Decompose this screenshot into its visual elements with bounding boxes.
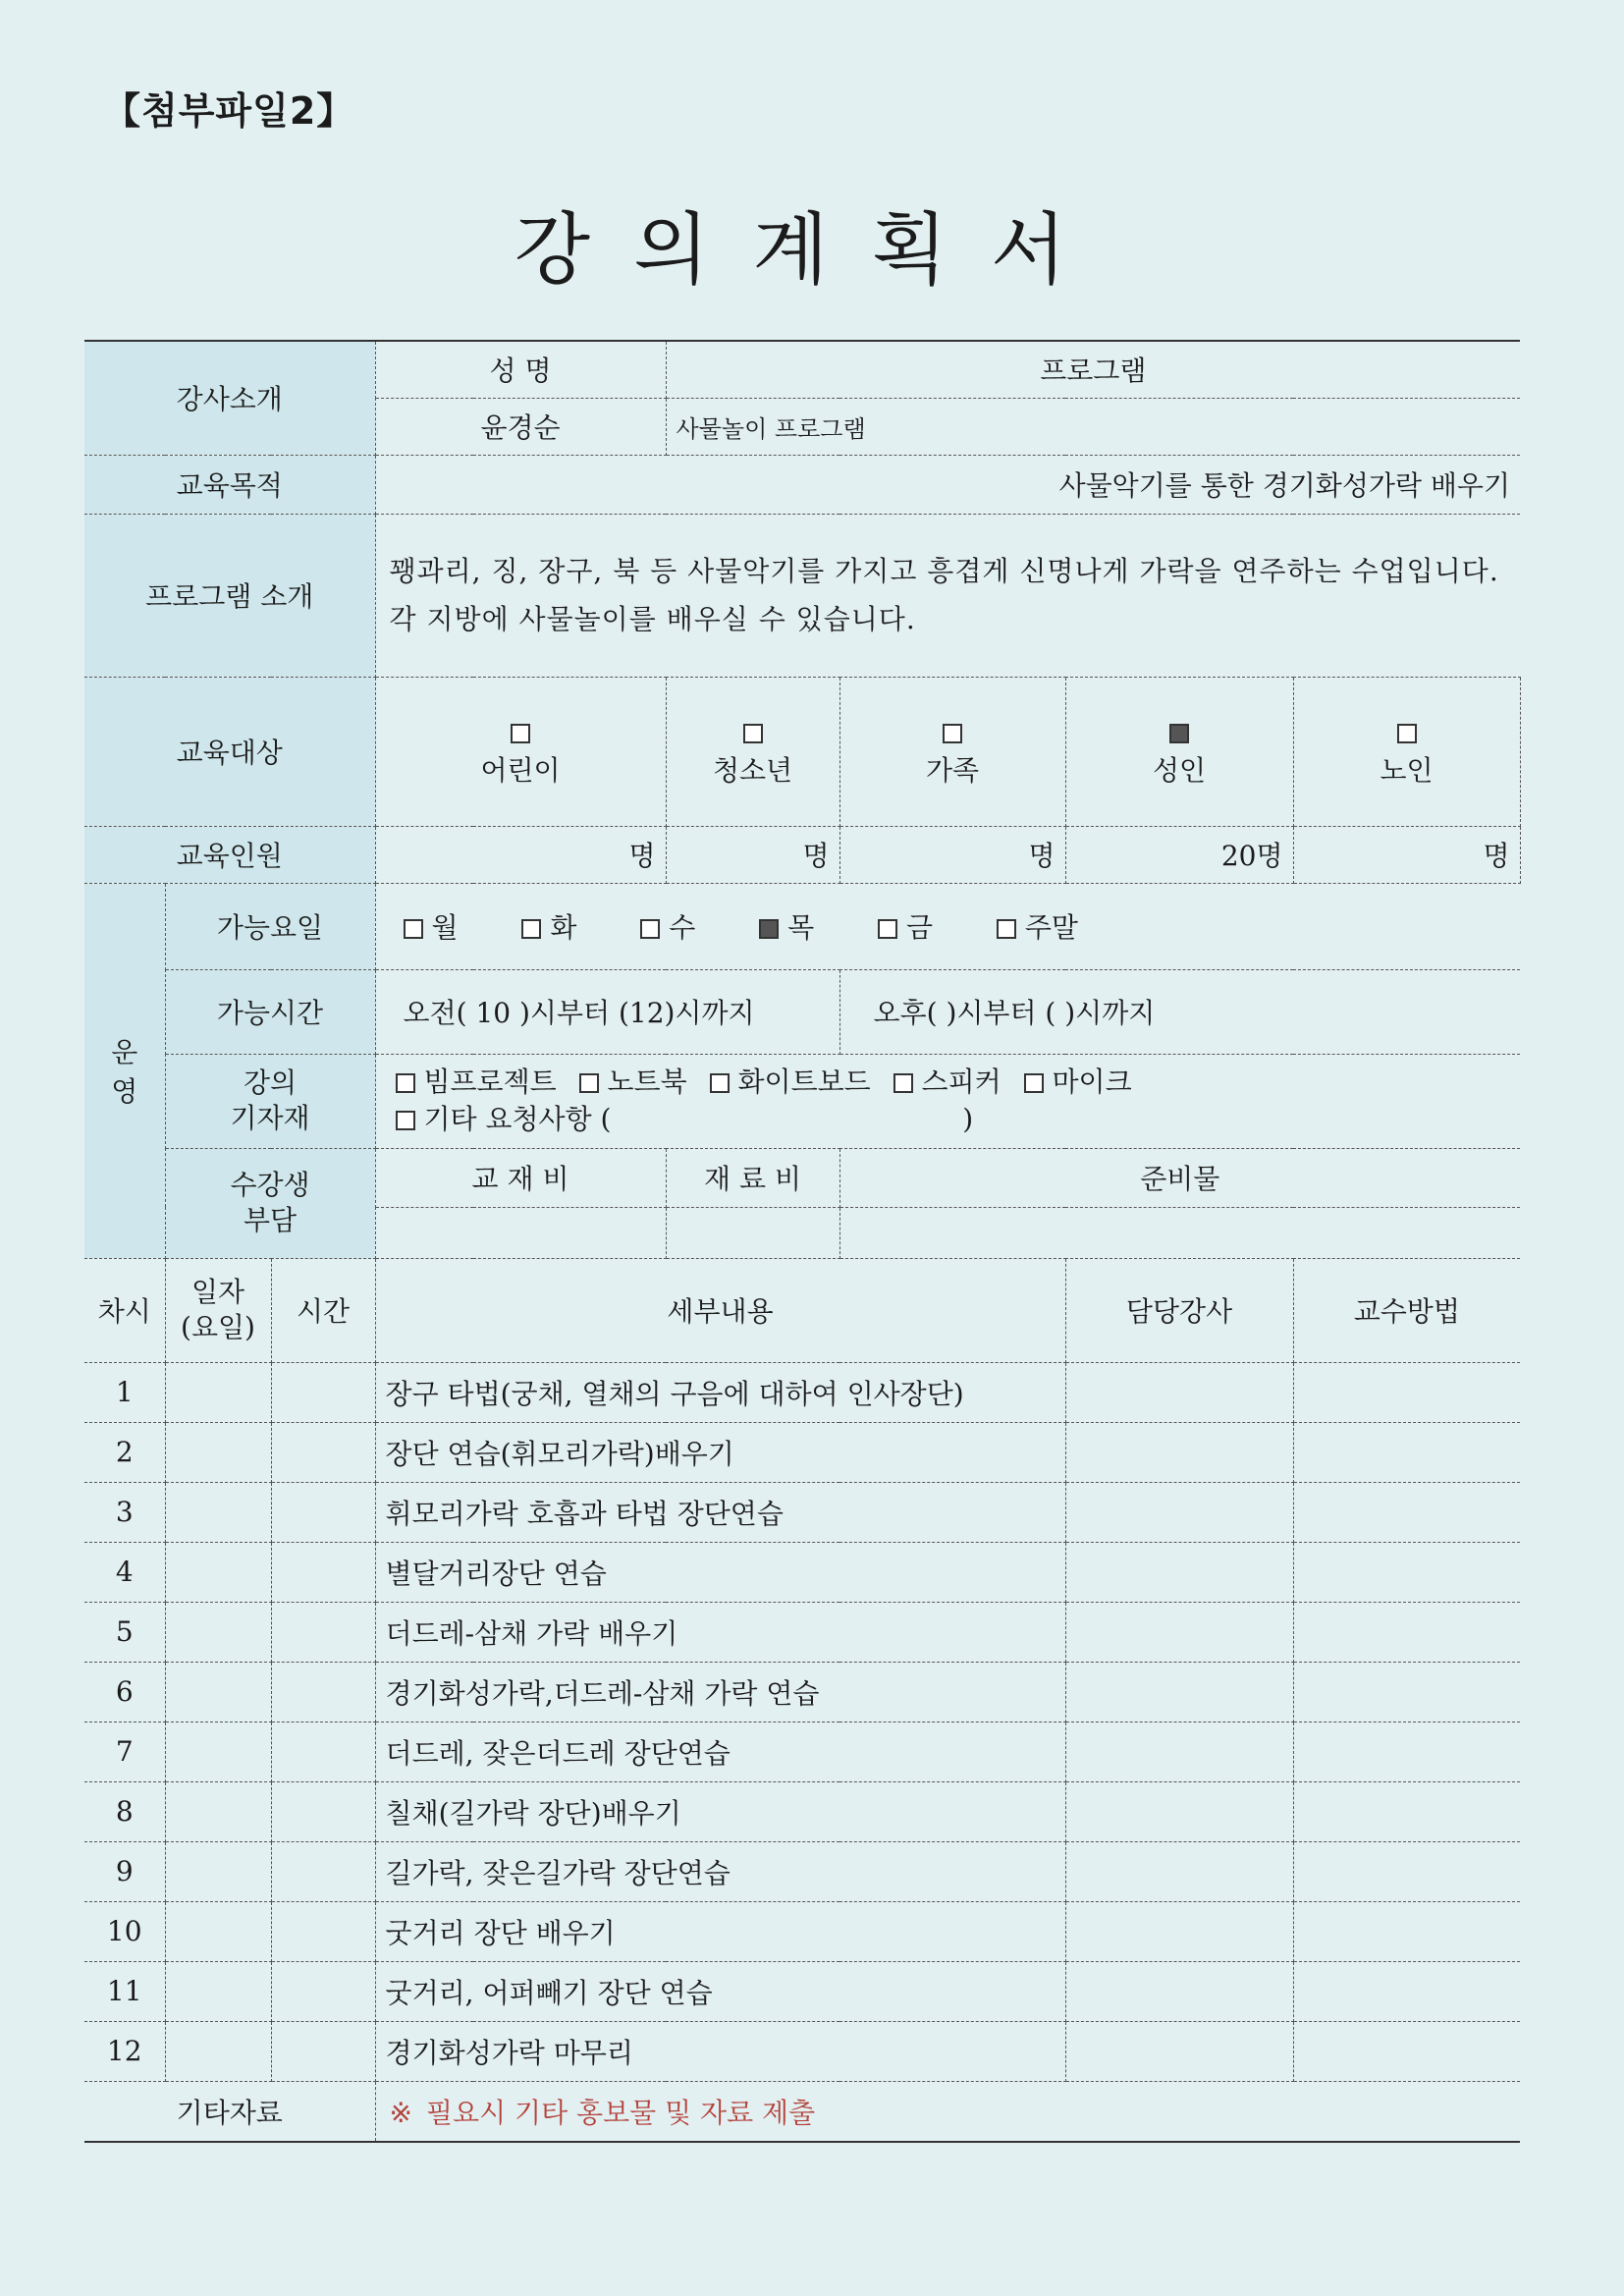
time-pm: 오후( )시부터 ( )시까지 bbox=[839, 969, 1520, 1054]
time-am: 오전( 10 )시부터 (12)시까지 bbox=[375, 969, 839, 1054]
details-cell: 굿거리 장단 배우기 bbox=[375, 1901, 1065, 1961]
textbook-value[interactable] bbox=[375, 1207, 666, 1258]
details-cell: 장구 타법(궁채, 열채의 구음에 대하여 인사장단) bbox=[375, 1362, 1065, 1422]
details-cell: 길가락, 잦은길가락 장단연습 bbox=[375, 1841, 1065, 1901]
operation-label: 운 영 bbox=[84, 883, 165, 1258]
name-header: 성 명 bbox=[375, 341, 666, 398]
equip-other-label: 기타 요청사항 ( bbox=[423, 1103, 612, 1135]
checkbox-icon[interactable] bbox=[997, 919, 1016, 939]
session-number: 6 bbox=[84, 1662, 165, 1722]
checkbox-icon[interactable] bbox=[1024, 1073, 1044, 1093]
session-number: 5 bbox=[84, 1602, 165, 1662]
intro-label: 프로그램 소개 bbox=[84, 514, 375, 677]
headcount-family: 명 bbox=[839, 826, 1065, 883]
day-name: 주말 bbox=[1024, 911, 1078, 944]
target-child[interactable] bbox=[375, 677, 666, 826]
equip-name: 마이크 bbox=[1052, 1066, 1132, 1099]
method-cell[interactable] bbox=[1293, 1662, 1520, 1722]
program-name: 사물놀이 프로그램 bbox=[666, 398, 1520, 455]
table-row bbox=[84, 1362, 1520, 1422]
target-senior[interactable] bbox=[1293, 677, 1520, 826]
day-name: 수 bbox=[669, 911, 696, 944]
table-row bbox=[84, 1722, 1520, 1781]
attachment-label: 【첨부파일2】 bbox=[103, 89, 355, 133]
equip-speaker[interactable] bbox=[893, 1066, 1001, 1098]
target-name: 노인 bbox=[1380, 754, 1434, 787]
instructor-cell[interactable] bbox=[1065, 1662, 1293, 1722]
instructor-cell[interactable] bbox=[1065, 1961, 1293, 2021]
method-cell[interactable] bbox=[1293, 2021, 1520, 2081]
checkbox-icon[interactable] bbox=[521, 919, 541, 939]
time-cell[interactable] bbox=[271, 1901, 375, 1961]
session-number: 7 bbox=[84, 1722, 165, 1781]
checkbox-icon[interactable] bbox=[878, 919, 897, 939]
headcount-label: 교육인원 bbox=[84, 826, 375, 883]
checkbox-icon[interactable] bbox=[396, 1073, 415, 1093]
lecture-plan-form bbox=[84, 340, 1520, 2143]
headcount-youth: 명 bbox=[666, 826, 839, 883]
time-cell[interactable] bbox=[271, 1482, 375, 1542]
table-row bbox=[84, 1662, 1520, 1722]
session-number: 2 bbox=[84, 1422, 165, 1482]
date-cell[interactable] bbox=[165, 1961, 271, 2021]
time-cell[interactable] bbox=[271, 1781, 375, 1841]
checkbox-icon[interactable] bbox=[404, 919, 423, 939]
equip-laptop[interactable] bbox=[579, 1066, 687, 1098]
checkbox-icon[interactable] bbox=[743, 724, 763, 743]
table-row bbox=[84, 1602, 1520, 1662]
date-cell[interactable] bbox=[165, 1362, 271, 1422]
instructor-cell[interactable] bbox=[1065, 1901, 1293, 1961]
other-note-text: 필요시 기타 홍보물 및 자료 제출 bbox=[426, 2096, 816, 2129]
method-cell[interactable] bbox=[1293, 1362, 1520, 1422]
instructor-cell[interactable] bbox=[1065, 2021, 1293, 2081]
time-cell[interactable] bbox=[271, 1722, 375, 1781]
equip-whiteboard[interactable] bbox=[710, 1066, 871, 1098]
equip-name: 화이트보드 bbox=[737, 1066, 871, 1099]
target-name: 성인 bbox=[1152, 754, 1207, 787]
checkbox-icon[interactable] bbox=[943, 724, 962, 743]
checkbox-icon[interactable] bbox=[511, 724, 530, 743]
target-name: 가족 bbox=[925, 754, 980, 787]
headcount-adult: 20명 bbox=[1065, 826, 1293, 883]
time-cell[interactable] bbox=[271, 1422, 375, 1482]
instructor-cell[interactable] bbox=[1065, 1362, 1293, 1422]
date-cell[interactable] bbox=[165, 1722, 271, 1781]
equipment-label bbox=[165, 1054, 375, 1148]
date-header bbox=[165, 1258, 271, 1362]
other-label: 기타자료 bbox=[84, 2081, 375, 2142]
target-adult[interactable] bbox=[1065, 677, 1293, 826]
details-cell: 칠채(길가락 장단)배우기 bbox=[375, 1781, 1065, 1841]
target-youth[interactable] bbox=[666, 677, 839, 826]
intro-text: 꽹과리, 징, 장구, 북 등 사물악기를 가지고 흥겹게 신명나게 가락을 연주하는 수업입니다. 각 지방에 사물놀이를 배우실 수 있습니다. bbox=[375, 514, 1520, 677]
details-cell: 더드레-삼채 가락 배우기 bbox=[375, 1602, 1065, 1662]
other-note bbox=[375, 2081, 1520, 2142]
target-name: 어린이 bbox=[480, 754, 561, 787]
details-cell: 별달거리장단 연습 bbox=[375, 1542, 1065, 1602]
date-cell[interactable] bbox=[165, 1482, 271, 1542]
date-cell[interactable] bbox=[165, 1781, 271, 1841]
instructor-cell[interactable] bbox=[1065, 1781, 1293, 1841]
session-number: 3 bbox=[84, 1482, 165, 1542]
date-cell[interactable] bbox=[165, 2021, 271, 2081]
checkbox-checked-icon[interactable] bbox=[1169, 724, 1189, 743]
date-header-line2: (요일) bbox=[181, 1311, 255, 1343]
materials-value[interactable] bbox=[666, 1207, 839, 1258]
supplies-value[interactable] bbox=[839, 1207, 1520, 1258]
session-number: 4 bbox=[84, 1542, 165, 1602]
target-name: 청소년 bbox=[712, 754, 793, 787]
instructor-cell[interactable] bbox=[1065, 1482, 1293, 1542]
equip-name: 빔프로젝트 bbox=[423, 1066, 557, 1099]
details-cell: 장단 연습(휘모리가락)배우기 bbox=[375, 1422, 1065, 1482]
session-number: 10 bbox=[84, 1901, 165, 1961]
day-fri[interactable] bbox=[878, 906, 933, 946]
time-cell[interactable] bbox=[271, 1662, 375, 1722]
date-header-line1: 일자 bbox=[190, 1275, 245, 1308]
method-cell[interactable] bbox=[1293, 1781, 1520, 1841]
table-row bbox=[84, 1781, 1520, 1841]
session-header: 차시 bbox=[84, 1258, 165, 1362]
equip-mic[interactable] bbox=[1024, 1066, 1132, 1098]
method-cell[interactable] bbox=[1293, 1901, 1520, 1961]
instructor-name: 윤경순 bbox=[375, 398, 666, 455]
day-name: 금 bbox=[905, 911, 933, 944]
date-cell[interactable] bbox=[165, 1662, 271, 1722]
table-row bbox=[84, 1841, 1520, 1901]
equipment-options bbox=[375, 1054, 1520, 1148]
day-weekend[interactable] bbox=[997, 906, 1078, 946]
instructor-label: 강사소개 bbox=[84, 341, 375, 455]
method-cell[interactable] bbox=[1293, 1542, 1520, 1602]
textbook-header: 교 재 비 bbox=[375, 1148, 666, 1207]
instructor-cell[interactable] bbox=[1065, 1841, 1293, 1901]
days-label: 가능요일 bbox=[165, 883, 375, 969]
method-cell[interactable] bbox=[1293, 1722, 1520, 1781]
program-header: 프로그램 bbox=[666, 341, 1520, 398]
method-header: 교수방법 bbox=[1293, 1258, 1520, 1362]
time-label: 가능시간 bbox=[165, 969, 375, 1054]
date-cell[interactable] bbox=[165, 1841, 271, 1901]
method-cell[interactable] bbox=[1293, 1602, 1520, 1662]
time-cell[interactable] bbox=[271, 1362, 375, 1422]
time-cell[interactable] bbox=[271, 1961, 375, 2021]
note-mark-icon: ※ bbox=[389, 2096, 412, 2129]
details-cell: 굿거리, 어퍼빼기 장단 연습 bbox=[375, 1961, 1065, 2021]
page-title: 강의계획서 bbox=[514, 204, 1110, 296]
method-cell[interactable] bbox=[1293, 1482, 1520, 1542]
session-number: 1 bbox=[84, 1362, 165, 1422]
headcount-senior: 명 bbox=[1293, 826, 1520, 883]
goal-value: 사물악기를 통한 경기화성가락 배우기 bbox=[375, 455, 1520, 514]
day-name: 목 bbox=[787, 911, 815, 944]
table-row bbox=[84, 1542, 1520, 1602]
table-row bbox=[84, 1482, 1520, 1542]
day-name: 월 bbox=[431, 911, 459, 944]
date-cell[interactable] bbox=[165, 1901, 271, 1961]
supplies-header: 준비물 bbox=[839, 1148, 1520, 1207]
date-cell[interactable] bbox=[165, 1422, 271, 1482]
checkbox-checked-icon[interactable] bbox=[759, 919, 779, 939]
instructor-cell[interactable] bbox=[1065, 1602, 1293, 1662]
day-name: 화 bbox=[550, 911, 577, 944]
instructor-cell[interactable] bbox=[1065, 1542, 1293, 1602]
time-cell[interactable] bbox=[271, 2021, 375, 2081]
equip-name: 스피커 bbox=[921, 1066, 1001, 1099]
equip-projector[interactable] bbox=[396, 1066, 557, 1098]
details-cell: 경기화성가락,더드레-삼채 가락 연습 bbox=[375, 1662, 1065, 1722]
checkbox-icon[interactable] bbox=[640, 919, 660, 939]
table-row bbox=[84, 1901, 1520, 1961]
day-tue[interactable] bbox=[521, 906, 576, 946]
date-cell[interactable] bbox=[165, 1542, 271, 1602]
method-cell[interactable] bbox=[1293, 1841, 1520, 1901]
days-options bbox=[375, 883, 1520, 969]
details-header: 세부내용 bbox=[375, 1258, 1065, 1362]
session-number: 8 bbox=[84, 1781, 165, 1841]
time-cell[interactable] bbox=[271, 1841, 375, 1901]
day-thu[interactable] bbox=[759, 906, 814, 946]
method-cell[interactable] bbox=[1293, 1961, 1520, 2021]
day-wed[interactable] bbox=[640, 906, 695, 946]
time-cell[interactable] bbox=[271, 1602, 375, 1662]
checkbox-icon[interactable] bbox=[893, 1073, 913, 1093]
student-burden-label bbox=[165, 1148, 375, 1258]
equipment-label-line2: 기자재 bbox=[230, 1102, 310, 1134]
equipment-label-line1: 강의 bbox=[243, 1066, 298, 1099]
instructor-cell[interactable] bbox=[1065, 1422, 1293, 1482]
checkbox-icon[interactable] bbox=[1397, 724, 1417, 743]
table-row bbox=[84, 1961, 1520, 2021]
method-cell[interactable] bbox=[1293, 1422, 1520, 1482]
session-number: 12 bbox=[84, 2021, 165, 2081]
student-label-line2: 부담 bbox=[243, 1204, 298, 1236]
details-cell: 경기화성가락 마무리 bbox=[375, 2021, 1065, 2081]
target-family[interactable] bbox=[839, 677, 1065, 826]
session-number: 11 bbox=[84, 1961, 165, 2021]
time-cell[interactable] bbox=[271, 1542, 375, 1602]
day-mon[interactable] bbox=[404, 906, 459, 946]
materials-header: 재 료 비 bbox=[666, 1148, 839, 1207]
student-label-line1: 수강생 bbox=[230, 1168, 310, 1201]
time-header: 시간 bbox=[271, 1258, 375, 1362]
table-row bbox=[84, 2021, 1520, 2081]
date-cell[interactable] bbox=[165, 1602, 271, 1662]
equip-name: 노트북 bbox=[607, 1066, 687, 1099]
instructor-cell[interactable] bbox=[1065, 1722, 1293, 1781]
equip-other[interactable] bbox=[396, 1103, 612, 1135]
equip-other-close: ) bbox=[962, 1103, 974, 1135]
instructor-header: 담당강사 bbox=[1065, 1258, 1293, 1362]
session-number: 9 bbox=[84, 1841, 165, 1901]
table-row bbox=[84, 1422, 1520, 1482]
checkbox-icon[interactable] bbox=[396, 1111, 415, 1130]
headcount-child: 명 bbox=[375, 826, 666, 883]
checkbox-icon[interactable] bbox=[579, 1073, 599, 1093]
checkbox-icon[interactable] bbox=[710, 1073, 730, 1093]
targets-label: 교육대상 bbox=[84, 677, 375, 826]
details-cell: 더드레, 잦은더드레 장단연습 bbox=[375, 1722, 1065, 1781]
goal-label: 교육목적 bbox=[84, 455, 375, 514]
details-cell: 휘모리가락 호흡과 타법 장단연습 bbox=[375, 1482, 1065, 1542]
